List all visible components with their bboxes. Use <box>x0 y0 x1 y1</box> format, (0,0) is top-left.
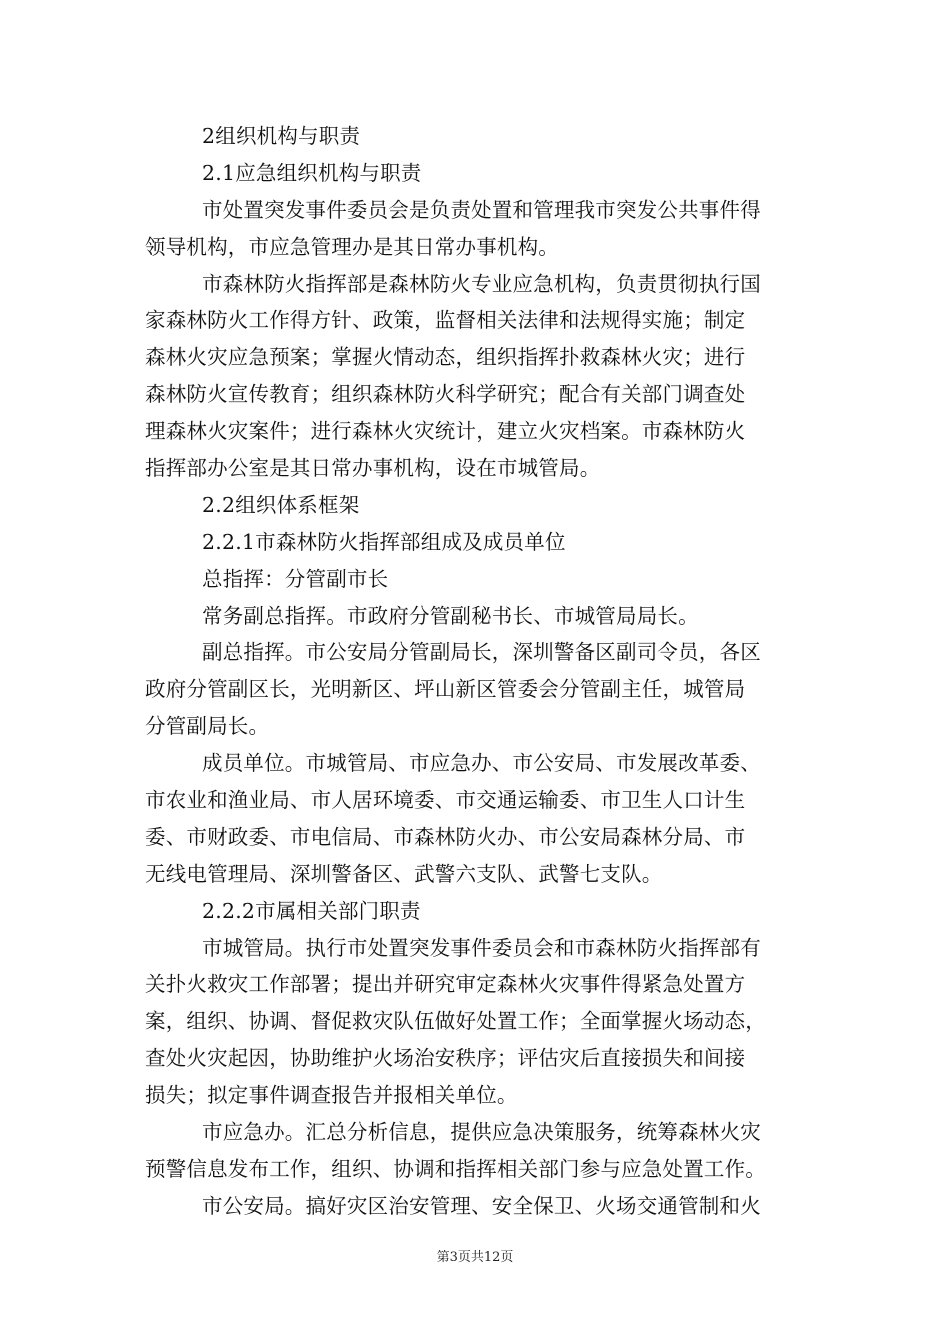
paragraph-line: 市公安局。搞好灾区治安管理、安全保卫、火场交通管制和火 <box>202 1193 761 1218</box>
page-footer: 第3页共12页 <box>436 1250 514 1265</box>
paragraph-line: 市农业和渔业局、市人居环境委、市交通运输委、市卫生人口计生 <box>145 788 746 813</box>
section-heading-2-2-2: 2.2.2市属相关部门职责 <box>202 898 421 923</box>
paragraph-line: 森林防火宣传教育；组织森林防火科学研究；配合有关部门调查处 <box>145 382 746 407</box>
paragraph-line: 预警信息发布工作，组织、协调和指挥相关部门参与应急处置工作。 <box>145 1156 766 1181</box>
paragraph-line: 指挥部办公室是其日常办事机构，设在市城管局。 <box>145 456 601 481</box>
paragraph-line: 副总指挥。市公安局分管副局长，深圳警备区副司令员，各区 <box>202 640 761 665</box>
paragraph-line: 理森林火灾案件；进行森林火灾统计，建立火灾档案。市森林防火 <box>145 419 746 444</box>
paragraph-line: 关扑火救灾工作部署；提出并研究审定森林火灾事件得紧急处置方 <box>145 972 746 997</box>
paragraph-line: 委、市财政委、市电信局、市森林防火办、市公安局森林分局、市 <box>145 824 746 849</box>
section-heading-2: 2组织机构与职责 <box>202 124 361 148</box>
paragraph-line: 家森林防火工作得方针、政策，监督相关法律和法规得实施；制定 <box>145 308 746 333</box>
paragraph-line: 分管副局长。 <box>145 714 270 739</box>
document-body <box>145 118 813 1225</box>
paragraph-line: 常务副总指挥。市政府分管副秘书长、市城管局局长。 <box>202 603 699 628</box>
paragraph-line: 查处火灾起因，协助维护火场治安秩序；评估灾后直接损失和间接 <box>145 1046 746 1071</box>
section-heading-2-2: 2.2组织体系框架 <box>202 492 360 517</box>
paragraph-line: 市处置突发事件委员会是负责处置和管理我市突发公共事件得 <box>202 197 761 222</box>
paragraph-line: 总指挥：分管副市长 <box>202 566 389 591</box>
paragraph-line: 无线电管理局、深圳警备区、武警六支队、武警七支队。 <box>145 861 663 886</box>
paragraph-line: 市应急办。汇总分析信息，提供应急决策服务，统筹森林火灾 <box>202 1120 761 1145</box>
section-heading-2-2-1: 2.2.1市森林防火指挥部组成及成员单位 <box>202 529 566 554</box>
paragraph-line: 森林火灾应急预案；掌握火情动态，组织指挥扑救森林火灾；进行 <box>145 345 746 370</box>
paragraph-line: 案，组织、协调、督促救灾队伍做好处置工作；全面掌握火场动态， <box>145 1009 766 1034</box>
section-heading-2-1: 2.1应急组织机构与职责 <box>202 160 422 185</box>
paragraph-line: 成员单位。市城管局、市应急办、市公安局、市发展改革委、 <box>202 751 761 776</box>
paragraph-line: 市城管局。执行市处置突发事件委员会和市森林防火指挥部有 <box>202 935 761 960</box>
paragraph-line: 损失；拟定事件调查报告并报相关单位。 <box>145 1083 518 1108</box>
paragraph-line: 市森林防火指挥部是森林防火专业应急机构，负责贯彻执行国 <box>202 271 761 296</box>
paragraph-line: 领导机构，市应急管理办是其日常办事机构。 <box>145 234 559 259</box>
paragraph-line: 政府分管副区长，光明新区、坪山新区管委会分管副主任，城管局 <box>145 677 746 702</box>
